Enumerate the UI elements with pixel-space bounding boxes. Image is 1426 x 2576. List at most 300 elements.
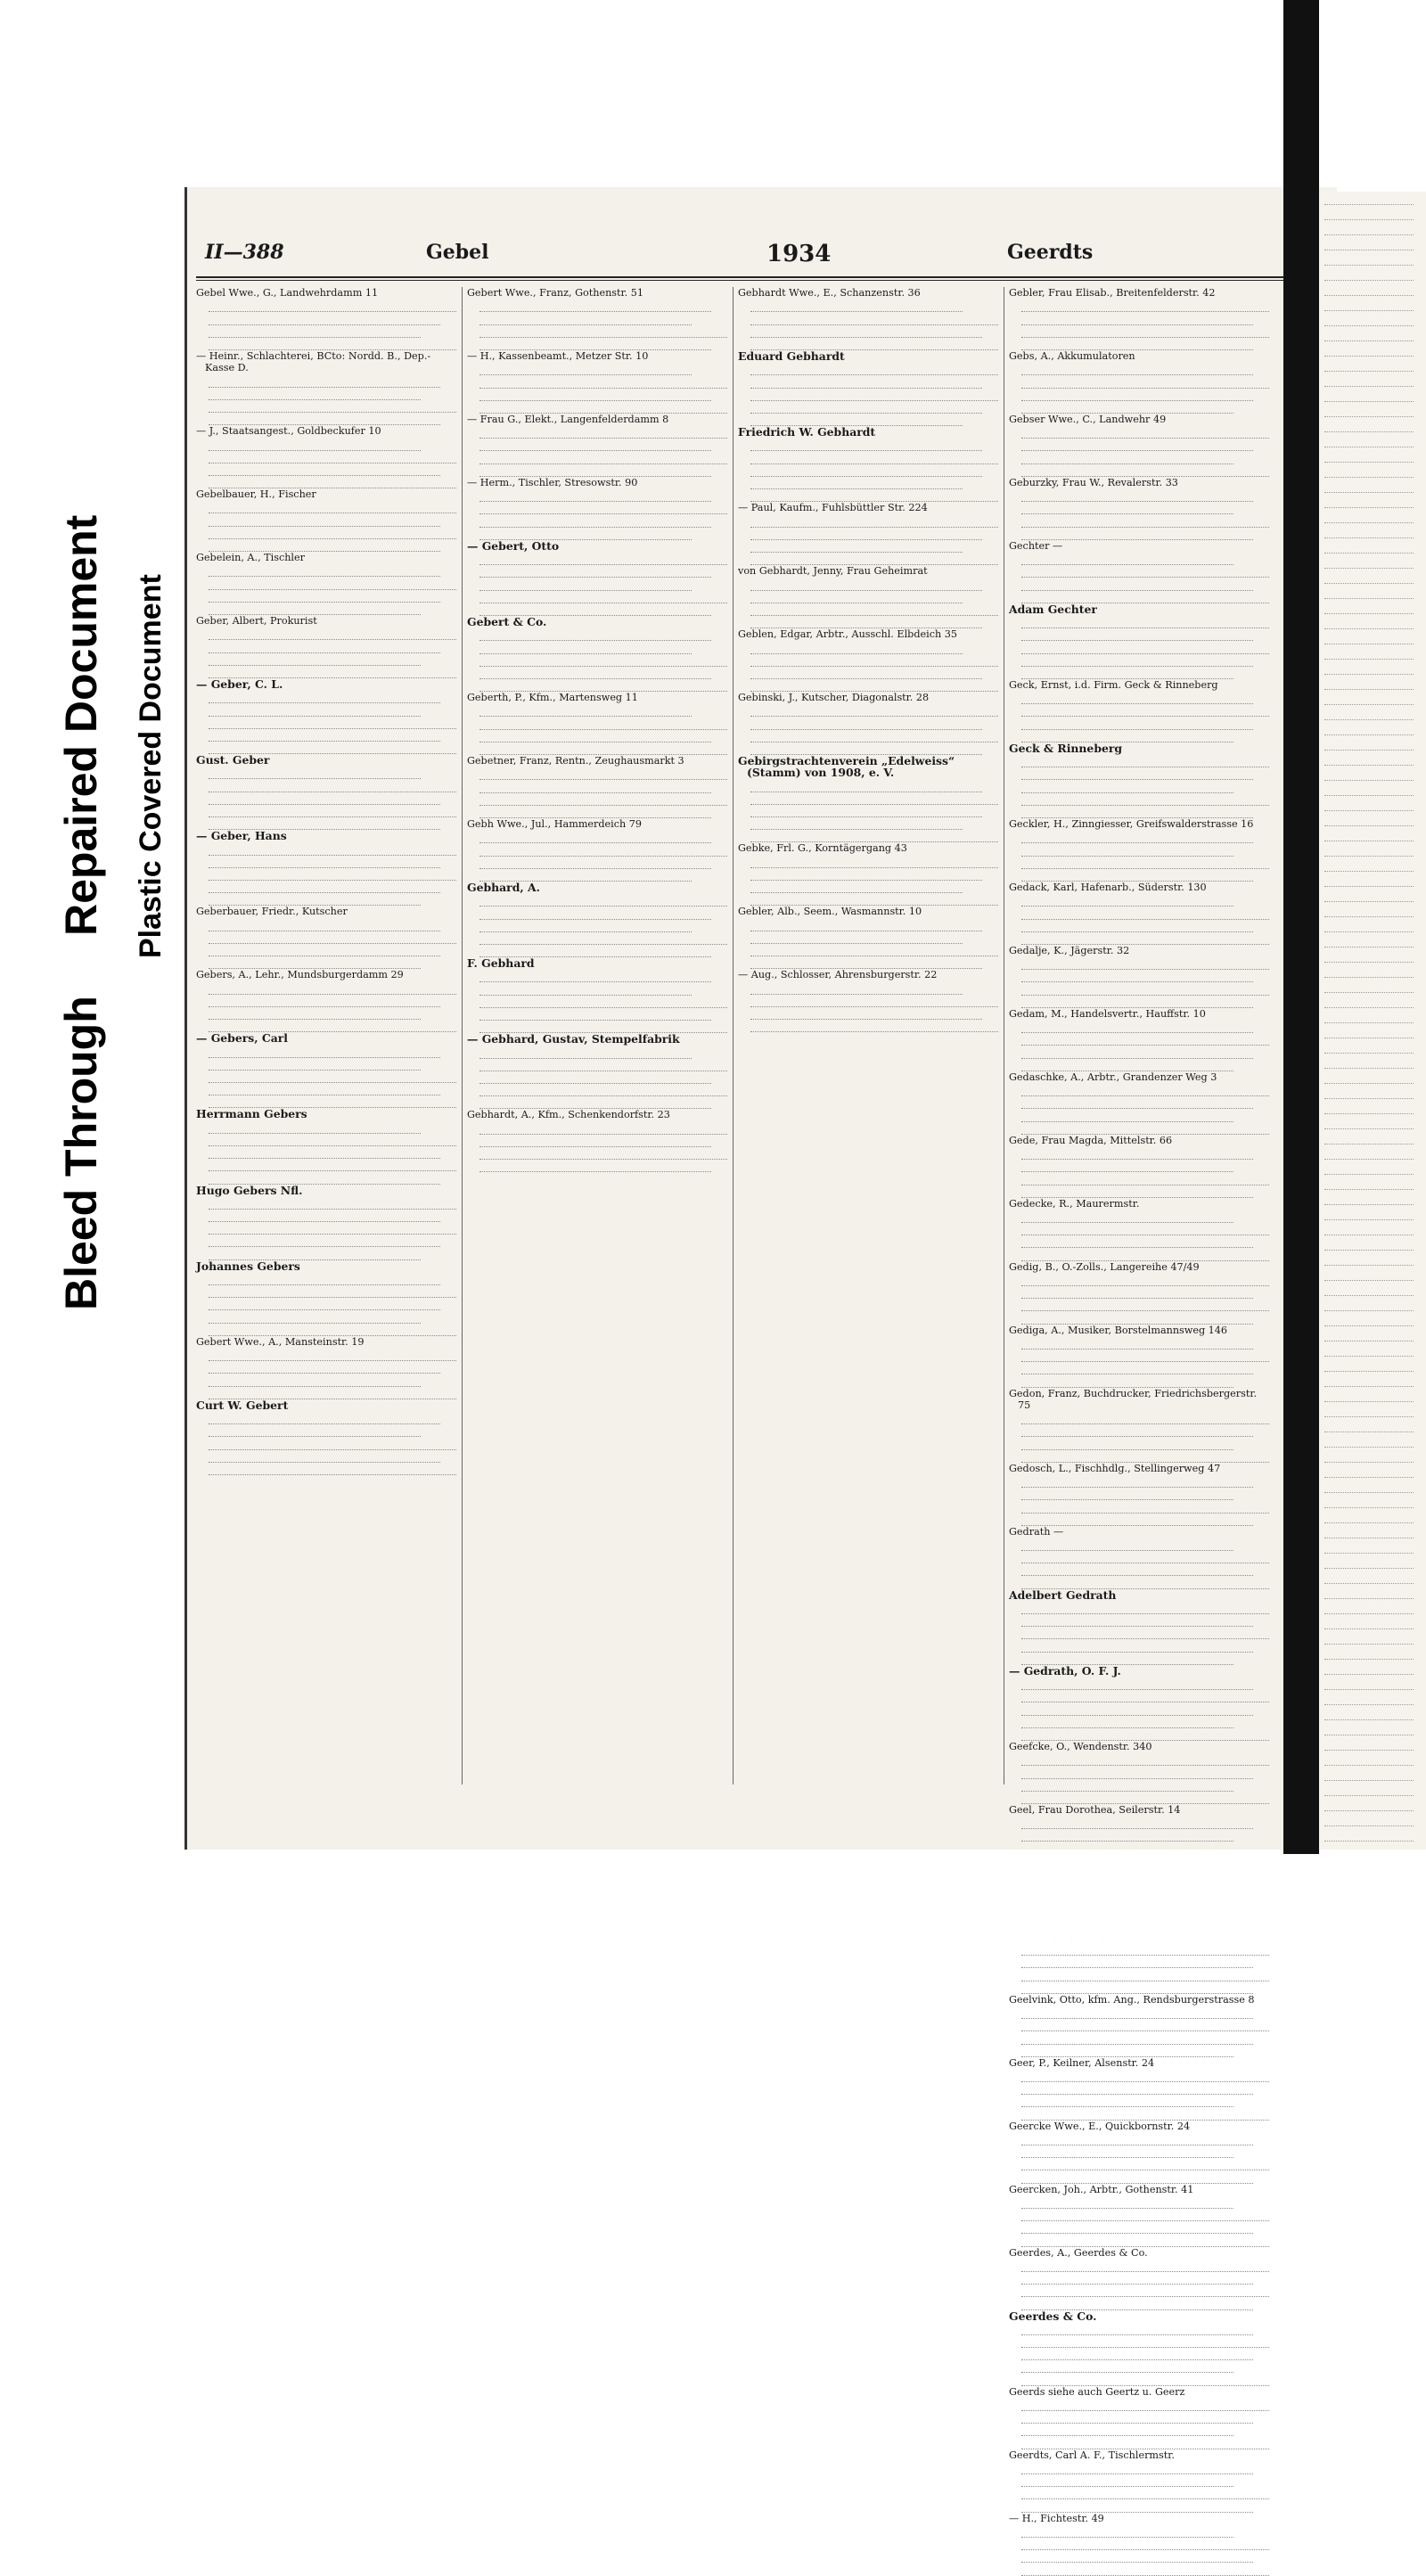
entry-detail-line (750, 540, 963, 553)
entry-detail-line (750, 742, 982, 755)
entry-detail-line (209, 868, 456, 881)
adjacent-page-line (1324, 1055, 1414, 1069)
entry-detail-line (209, 1121, 421, 1134)
entry-detail-line (479, 401, 727, 414)
entry-detail-line (750, 312, 998, 324)
entry-detail-line (1021, 704, 1269, 717)
adjacent-page-line (1324, 1707, 1414, 1720)
entry-detail-line (1021, 2045, 1233, 2057)
directory-entry: — Gebhard, Gustav, Stempelfabrik (467, 1032, 680, 1046)
adjacent-page-line (1324, 540, 1414, 554)
adjacent-page-line (1324, 692, 1414, 705)
entry-detail-line (1021, 1160, 1233, 1172)
entry-detail-line (1021, 1602, 1269, 1614)
directory-entry: Gedig, B., O.-Zolls., Langereihe 47/49 (1009, 1260, 1200, 1273)
entry-detail-line (209, 653, 421, 666)
entry-detail-line (1021, 2373, 1269, 2385)
entry-detail-line (479, 451, 727, 464)
entry-detail-line (750, 553, 998, 565)
entry-detail-line (209, 666, 456, 678)
entry-detail-line (209, 312, 440, 324)
entry-detail-line (479, 894, 727, 907)
directory-entry: Herrmann Gebers (196, 1107, 307, 1121)
entry-detail-line (1021, 2260, 1269, 2272)
entry-detail-line (479, 389, 711, 401)
directory-entry: — Paul, Kaufm., Fuhlsbüttler Str. 224 (738, 502, 928, 514)
directory-entry: Gebers, A., Lehr., Mundsburgerdamm 29 (196, 969, 404, 981)
header-last-word: Geerdts (1007, 241, 1094, 264)
header-year: 1934 (766, 241, 832, 267)
entry-detail-line (1021, 894, 1233, 907)
entry-detail-line (209, 325, 421, 338)
entry-detail-line (1021, 2082, 1253, 2095)
adjacent-page-line (1324, 1540, 1414, 1554)
adjacent-page-line (1324, 1464, 1414, 1478)
entry-detail-line (1021, 2234, 1269, 2246)
entry-detail-line (750, 830, 998, 842)
directory-entry: Gebs, A., Akkumulatoren (1009, 349, 1135, 362)
entry-detail-line (1021, 628, 1253, 641)
entry-detail-line (479, 528, 692, 540)
adjacent-page-line (1324, 510, 1414, 523)
entry-detail-line (1021, 907, 1269, 919)
entry-detail-line (209, 1197, 456, 1210)
adjacent-page-line (1324, 1677, 1414, 1690)
entry-detail-line (1021, 1350, 1269, 1362)
adjacent-page-line (1324, 267, 1414, 281)
entry-detail-line (479, 793, 727, 806)
entry-detail-line (479, 578, 692, 590)
entry-detail-line (1021, 1437, 1233, 1449)
column-divider (462, 287, 463, 1784)
entry-detail-line (479, 439, 711, 451)
adjacent-page-line (1324, 1116, 1414, 1129)
entry-detail-line (750, 944, 998, 956)
entry-detail-line (479, 717, 727, 729)
adjacent-page-line (1324, 1177, 1414, 1190)
entry-detail-line (750, 893, 998, 906)
entry-detail-line (1021, 2335, 1269, 2348)
directory-entry: Geck & Rinneberg (1009, 741, 1123, 755)
adjacent-page-line (1324, 328, 1414, 341)
entry-detail-line (209, 1159, 456, 1171)
entry-detail-line (479, 1135, 711, 1147)
adjacent-page-line (1324, 404, 1414, 417)
adjacent-page-line (1324, 1343, 1414, 1357)
entry-detail-line (1021, 780, 1233, 792)
adjacent-page-line (1324, 1298, 1414, 1311)
entry-detail-line (209, 338, 456, 350)
entry-detail-line (1021, 401, 1233, 414)
adjacent-page-line (1324, 843, 1414, 857)
entry-detail-line (1021, 1235, 1253, 1248)
entry-detail-line (479, 970, 711, 982)
adjacent-page-line (1324, 980, 1414, 993)
entry-detail-line (209, 299, 456, 312)
entry-detail-line (750, 868, 982, 881)
entry-detail-line (1021, 2411, 1253, 2424)
adjacent-page-line (1324, 1571, 1414, 1584)
entry-detail-line (1021, 1829, 1233, 1842)
adjacent-page-line (1324, 949, 1414, 963)
adjacent-page-line (1324, 631, 1414, 644)
entry-detail-line (1021, 1122, 1269, 1135)
directory-entry: Gebelbauer, H., Fischer (196, 488, 316, 501)
entry-detail-line (1021, 1223, 1269, 1235)
entry-detail-line (1021, 1653, 1233, 1665)
entry-detail-line (750, 667, 982, 679)
entry-detail-line (1021, 2209, 1269, 2221)
adjacent-page-line (1324, 1434, 1414, 1448)
entry-detail-line (209, 717, 456, 729)
entry-detail-line (479, 982, 692, 995)
directory-entry: Gede, Frau Magda, Mittelstr. 66 (1009, 1134, 1173, 1146)
entry-detail-line (209, 564, 440, 577)
entry-detail-line (1021, 1690, 1269, 1702)
directory-entry: Gebetner, Franz, Rentn., Zeughausmarkt 3 (467, 755, 684, 767)
entry-detail-line (1021, 806, 1253, 818)
entry-detail-line (479, 932, 727, 945)
entry-detail-line (209, 1310, 421, 1323)
adjacent-page-line (1324, 707, 1414, 720)
page-number: II—388 (205, 241, 284, 264)
entry-detail-line (1021, 1702, 1253, 1715)
entry-detail-line (1021, 1046, 1253, 1058)
directory-entry: Gedrath — (1009, 1525, 1064, 1538)
directory-entry: — Geber, Hans (196, 829, 287, 843)
adjacent-page-line (1324, 934, 1414, 948)
entry-detail-line (209, 451, 456, 464)
entry-detail-line (1021, 654, 1253, 667)
adjacent-page-line (1324, 1495, 1414, 1508)
entry-detail-line (209, 767, 421, 779)
directory-entry: Gust. Geber (196, 753, 270, 767)
adjacent-page-line (1324, 828, 1414, 841)
directory-entry: von Gebhardt, Jenny, Frau Geheimrat (738, 565, 928, 578)
column-1 (196, 287, 456, 1793)
entry-detail-line (1021, 1943, 1269, 1956)
entry-detail-line (1021, 2272, 1253, 2285)
adjacent-page-line (1324, 752, 1414, 766)
adjacent-page-line (1324, 222, 1414, 235)
entry-detail-line (750, 603, 998, 616)
adjacent-page-line (1324, 1601, 1414, 1614)
entry-detail-line (209, 1235, 440, 1247)
entry-detail-line (1021, 1792, 1269, 1804)
entry-detail-line (479, 869, 692, 882)
adjacent-page-line (1324, 1131, 1414, 1144)
entry-detail-line (750, 982, 963, 995)
entry-detail-line (209, 1020, 456, 1032)
directory-entry: Gedecke, R., Maurermstr. (1009, 1197, 1140, 1210)
entry-detail-line (750, 856, 998, 868)
directory-entry: — Gebers, Carl (196, 1031, 288, 1046)
adjacent-page-line (1324, 904, 1414, 917)
entry-detail-line (1021, 1424, 1253, 1437)
entry-detail-line (1021, 2538, 1269, 2550)
entry-detail-line (1021, 502, 1233, 514)
entry-detail-line (1021, 1210, 1233, 1223)
adjacent-page-line (1324, 1480, 1414, 1493)
entry-detail-line (209, 527, 456, 539)
entry-detail-line (1021, 591, 1269, 603)
entry-detail-line (479, 831, 711, 843)
entry-detail-line (209, 944, 440, 956)
directory-entry: Eduard Gebhardt (738, 349, 845, 363)
entry-detail-line (1021, 2170, 1253, 2183)
entry-detail-line (1021, 2095, 1233, 2107)
entry-detail-line (1021, 970, 1253, 982)
entry-detail-line (209, 1424, 421, 1437)
entry-detail-line (479, 920, 692, 932)
entry-detail-line (479, 857, 711, 869)
entry-detail-line (1021, 1147, 1253, 1160)
entry-detail-line (479, 375, 727, 388)
directory-entry: Geck, Ernst, i.d. Firm. Geck & Rinneberg (1009, 678, 1218, 691)
entry-detail-line (1021, 1500, 1269, 1513)
directory-entry: Geerdes & Co. (1009, 2309, 1097, 2323)
entry-detail-line (209, 1387, 456, 1399)
adjacent-page-line (1324, 207, 1414, 220)
adjacent-page-line (1324, 1752, 1414, 1766)
entry-detail-line (1021, 489, 1253, 502)
entry-detail-line (479, 514, 711, 527)
entry-detail-line (1021, 1968, 1269, 1981)
entry-detail-line (479, 565, 711, 578)
entry-detail-line (209, 388, 421, 400)
entry-detail-line (209, 1210, 440, 1222)
entry-detail-line (1021, 1576, 1269, 1588)
entry-detail-line (1021, 2133, 1253, 2145)
directory-entry: Geberbauer, Friedr., Kutscher (196, 906, 348, 918)
adjacent-page-line (1324, 1040, 1414, 1054)
entry-detail-line (1021, 1956, 1253, 1968)
entry-detail-line (1021, 325, 1269, 338)
entry-detail-line (1021, 1728, 1269, 1741)
entry-detail-line (209, 1071, 456, 1083)
directory-entry: Gedalje, K., Jägerstr. 32 (1009, 944, 1130, 956)
entry-detail-line (1021, 2360, 1233, 2373)
entry-detail-line (209, 539, 440, 552)
entry-detail-line (1021, 1096, 1253, 1109)
entry-detail-line (1021, 1311, 1253, 1324)
directory-entry: Gebert Wwe., Franz, Gothenstr. 51 (467, 287, 643, 299)
entry-detail-line (1021, 1753, 1269, 1766)
entry-detail-line (479, 654, 727, 667)
entry-detail-line (209, 792, 440, 805)
entry-detail-line (1021, 1248, 1269, 1260)
adjacent-page-line (1324, 1722, 1414, 1735)
entry-detail-line (479, 426, 727, 439)
adjacent-page-line (1324, 1237, 1414, 1251)
directory-entry: — Geber, C. L. (196, 677, 283, 691)
entry-detail-line (209, 590, 440, 603)
entry-detail-line (209, 881, 440, 893)
directory-entry: — Gedrath, O. F. J. (1009, 1663, 1121, 1678)
adjacent-page-line (1324, 495, 1414, 508)
entry-detail-line (750, 779, 982, 792)
adjacent-page-edge (1319, 192, 1426, 1850)
entry-detail-line (1021, 1185, 1253, 1198)
entry-detail-line (1021, 2474, 1233, 2487)
entry-detail-line (1021, 2297, 1253, 2309)
adjacent-page-line (1324, 464, 1414, 478)
entry-detail-line (1021, 1614, 1253, 1627)
entry-detail-line (209, 691, 440, 703)
entry-detail-line (1021, 1033, 1269, 1046)
entry-detail-line (479, 1084, 727, 1096)
adjacent-page-line (1324, 1389, 1414, 1402)
adjacent-page-line (1324, 1192, 1414, 1205)
entry-detail-line (209, 805, 456, 817)
adjacent-page-line (1324, 677, 1414, 690)
entry-detail-line (1021, 869, 1253, 882)
entry-detail-line (1021, 1362, 1253, 1374)
entry-detail-line (750, 805, 982, 817)
adjacent-page-line (1324, 661, 1414, 675)
directory-entry: Geefcke, O., Wendenstr. 340 (1009, 1740, 1152, 1752)
adjacent-page-line (1324, 1404, 1414, 1417)
directory-entry: Geercke Wwe., E., Quickbornstr. 24 (1009, 2120, 1191, 2132)
entry-detail-line (479, 907, 711, 919)
entry-detail-line (1021, 641, 1269, 653)
directory-entry: Gebelein, A., Tischler (196, 552, 305, 564)
entry-detail-line (209, 628, 456, 640)
adjacent-page-line (1324, 646, 1414, 660)
entry-detail-line (479, 502, 727, 514)
directory-entry: Gebler, Alb., Seem., Wasmannstr. 10 (738, 906, 922, 918)
entry-detail-line (479, 628, 711, 641)
adjacent-page-line (1324, 1419, 1414, 1432)
adjacent-page-line (1324, 1646, 1414, 1660)
entry-detail-line (750, 995, 998, 1007)
entry-detail-line (1021, 1779, 1233, 1792)
entry-detail-line (750, 528, 982, 540)
directory-entry: Geburzky, Frau W., Revalerstr. 33 (1009, 476, 1178, 488)
directory-entry: Adelbert Gedrath (1009, 1587, 1117, 1602)
entry-detail-line (479, 996, 727, 1008)
adjacent-page-line (1324, 237, 1414, 250)
entry-detail-line (1021, 1084, 1269, 1096)
directory-entry: Curt W. Gebert (196, 1398, 289, 1412)
adjacent-page-line (1324, 964, 1414, 978)
entry-detail-line (1021, 1450, 1269, 1463)
entry-detail-line (1021, 1627, 1269, 1639)
entry-detail-line (209, 1437, 456, 1449)
adjacent-page-line (1324, 1510, 1414, 1523)
entry-detail-line (1021, 1716, 1233, 1728)
entry-detail-line (1021, 2158, 1269, 2170)
entry-detail-line (750, 792, 998, 805)
entry-detail-line (1021, 692, 1253, 704)
entry-detail-line (1021, 1551, 1269, 1563)
entry-detail-line (209, 995, 440, 1007)
directory-page (184, 187, 1337, 2524)
entry-detail-line (750, 817, 963, 830)
entry-detail-line (209, 1007, 421, 1020)
directory-entry: Geerds siehe auch Geertz u. Geerz (1009, 2385, 1185, 2398)
entry-detail-line (209, 400, 456, 413)
entry-detail-line (479, 1122, 727, 1135)
directory-entry: Gechter — (1009, 539, 1063, 552)
entry-detail-line (209, 779, 456, 792)
entry-detail-line (1021, 389, 1253, 401)
entry-detail-line (1021, 2499, 1253, 2512)
binding-gutter (1283, 0, 1319, 1854)
entry-detail-line (1021, 299, 1269, 312)
entry-detail-line (479, 1096, 711, 1109)
entry-detail-line (479, 603, 711, 616)
directory-entry: — H., Kassenbeamt., Metzer Str. 10 (467, 349, 649, 362)
adjacent-page-line (1324, 1101, 1414, 1114)
directory-entry: Gedosch, L., Fischhdlg., Stellingerweg 47 (1009, 1462, 1221, 1474)
header-rule (196, 276, 1283, 278)
adjacent-page-line (1324, 283, 1414, 296)
entry-detail-line (1021, 2436, 1269, 2449)
entry-detail-line (209, 1058, 421, 1071)
entry-detail-line (209, 893, 421, 906)
entry-detail-line (1021, 1488, 1233, 1500)
entry-detail-line (1021, 2348, 1253, 2360)
entry-detail-line (479, 591, 727, 603)
entry-detail-line (209, 413, 440, 425)
directory-entry: Gebinski, J., Kutscher, Diagonalstr. 28 (738, 692, 930, 704)
adjacent-page-line (1324, 1328, 1414, 1341)
entry-detail-line (1021, 565, 1269, 578)
adjacent-page-line (1324, 1374, 1414, 1387)
entry-detail-line (1021, 1842, 1269, 1854)
entry-detail-line (1021, 375, 1269, 388)
entry-detail-line (1021, 2006, 1253, 2019)
entry-detail-line (479, 553, 727, 565)
adjacent-page-line (1324, 1283, 1414, 1296)
adjacent-page-line (1324, 798, 1414, 811)
adjacent-page-line (1324, 373, 1414, 387)
entry-detail-line (1021, 451, 1233, 464)
entry-detail-line (750, 325, 982, 338)
adjacent-page-line (1324, 419, 1414, 432)
entry-detail-line (209, 729, 440, 742)
entry-detail-line (1021, 2563, 1269, 2575)
directory-entry: Geblen, Edgar, Arbtr., Ausschl. Elbdeich 35 (738, 628, 957, 641)
entry-detail-line (1021, 426, 1269, 439)
entry-detail-line (479, 704, 692, 717)
entry-detail-line (1021, 464, 1269, 477)
entry-detail-line (209, 1273, 440, 1285)
entry-detail-line (209, 1247, 421, 1259)
entry-detail-line (479, 1071, 711, 1084)
directory-entry: — Frau G., Elekt., Langenfelderdamm 8 (467, 413, 669, 425)
entry-detail-line (479, 1059, 727, 1071)
entry-detail-line (1021, 717, 1253, 729)
entry-detail-line (479, 1008, 711, 1021)
entry-detail-line (750, 514, 998, 527)
entry-detail-line (750, 299, 963, 312)
adjacent-page-line (1324, 813, 1414, 826)
entry-detail-line (750, 477, 963, 489)
entry-detail-line (479, 780, 711, 792)
entry-detail-line (750, 375, 982, 388)
entry-detail-line (209, 703, 421, 716)
directory-entry: Geerdts, Carl A. F., Tischlermstr. (1009, 2449, 1175, 2461)
entry-detail-line (750, 1020, 998, 1032)
entry-detail-line (479, 1160, 711, 1172)
entry-detail-line (209, 513, 440, 526)
entry-detail-line (209, 931, 456, 944)
entry-detail-line (750, 641, 963, 653)
adjacent-page-line (1324, 358, 1414, 372)
directory-entry: Gebhard, A. (467, 880, 540, 894)
